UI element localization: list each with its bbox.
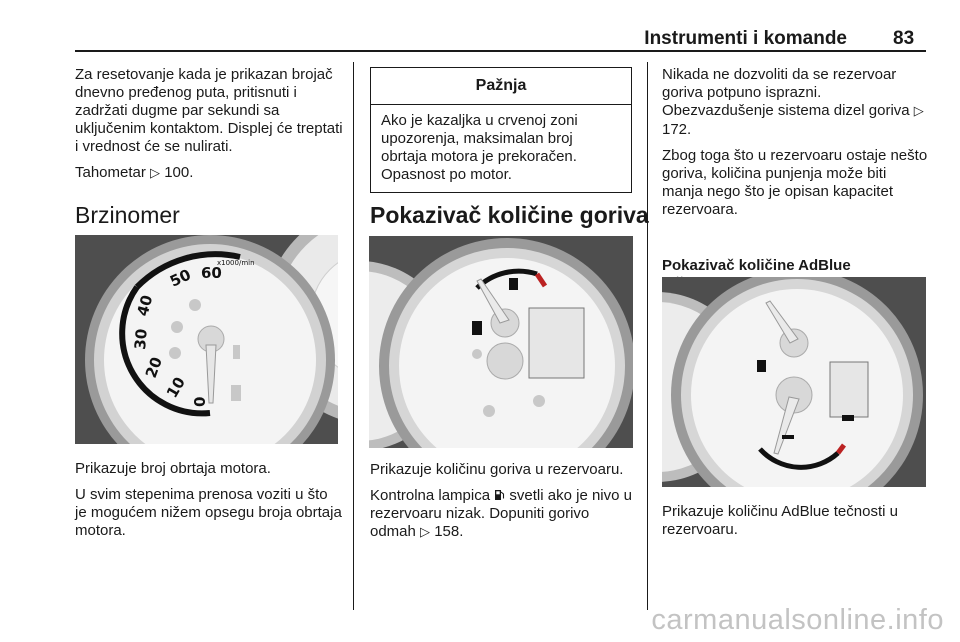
- fuel-warning-paragraph: Kontrolna lampica svetli ako je nivo u rezervoaru nizak. Dopuniti gorivo odmah ▷ 158.: [370, 487, 632, 540]
- adblue-caption: Prikazuje količinu AdBlue tečnosti u rezervoaru.: [662, 503, 898, 538]
- column-3: [662, 66, 930, 227]
- tank-capacity-paragraph: Zbog toga što u rezervoaru ostaje nešto goriva, količina punjenja može biti manja nego što je opisan kapacitet rezervoara.: [662, 147, 928, 218]
- svg-text:20: 20: [141, 354, 166, 381]
- svg-text:10: 10: [162, 373, 189, 401]
- tachometer-unit: x1000/min: [217, 259, 255, 267]
- page-number: 83: [893, 28, 915, 49]
- rpm-advice-paragraph: U svim stepenima prenosa voziti u što je mogućem nižem opsegu broja obrtaja motora.: [75, 486, 342, 539]
- column-separator-2: [647, 62, 648, 610]
- svg-text:30: 30: [131, 327, 151, 351]
- notice-text: Ako je kazaljka u crvenoj zoni upozorenja, maksimalan broj obrtaja motora je prekoračen. Opasnost po motor.: [381, 112, 578, 183]
- column-1-lower: [75, 460, 343, 548]
- adblue-gauge-figure: [662, 277, 926, 487]
- svg-text:50: 50: [167, 265, 194, 291]
- svg-text:0: 0: [191, 396, 209, 407]
- fuel-gauge-heading: Pokazivač količine goriva: [370, 202, 649, 228]
- reference-arrow-icon: ▷: [150, 166, 161, 181]
- column-separator-1: [353, 62, 354, 610]
- column-2-lower: [370, 461, 635, 550]
- column-3-lower: [662, 503, 930, 547]
- reference-arrow-icon: ▷: [420, 525, 431, 540]
- speedometer-heading: Brzinomer: [75, 202, 180, 228]
- adblue-heading: Pokazivač količine AdBlue: [662, 257, 851, 274]
- tachometer-reference: [75, 164, 343, 183]
- notice-box: [370, 67, 632, 193]
- notice-title: Pažnja: [371, 68, 631, 105]
- tachometer-reference-page: 100.: [164, 164, 194, 181]
- svg-text:40: 40: [133, 293, 157, 319]
- tachometer-caption: Prikazuje broj obrtaja motora.: [75, 460, 271, 477]
- reset-paragraph: Za resetovanje kada je prikazan brojač dnevno pređenog puta, pritisnuti i zadržati dugme par sekundi sa uključenim kontaktom. Displej će treptati i vrednost će se nulirati.: [75, 66, 343, 155]
- reference-arrow-icon: ▷: [913, 104, 924, 119]
- svg-text:60: 60: [201, 264, 222, 282]
- tachometer-reference-label: Tahometar: [75, 164, 146, 181]
- fuel-gauge-caption: Prikazuje količinu goriva u rezervoaru.: [370, 461, 624, 478]
- header-rule: [75, 50, 926, 52]
- fuel-pump-icon: [494, 487, 505, 504]
- column-1: [75, 66, 343, 191]
- watermark: carmanualsonline.info: [651, 604, 944, 636]
- empty-tank-warning: Nikada ne dozvoliti da se rezervoar goriva potpuno isprazni.: [662, 66, 897, 101]
- diesel-bleeding-reference: Obezvazdušenje sistema dizel goriva ▷ 172.: [662, 102, 924, 138]
- tachometer-figure: [75, 235, 338, 444]
- fuel-gauge-figure: [369, 236, 633, 448]
- page-header-title: Instrumenti i komande: [644, 28, 847, 49]
